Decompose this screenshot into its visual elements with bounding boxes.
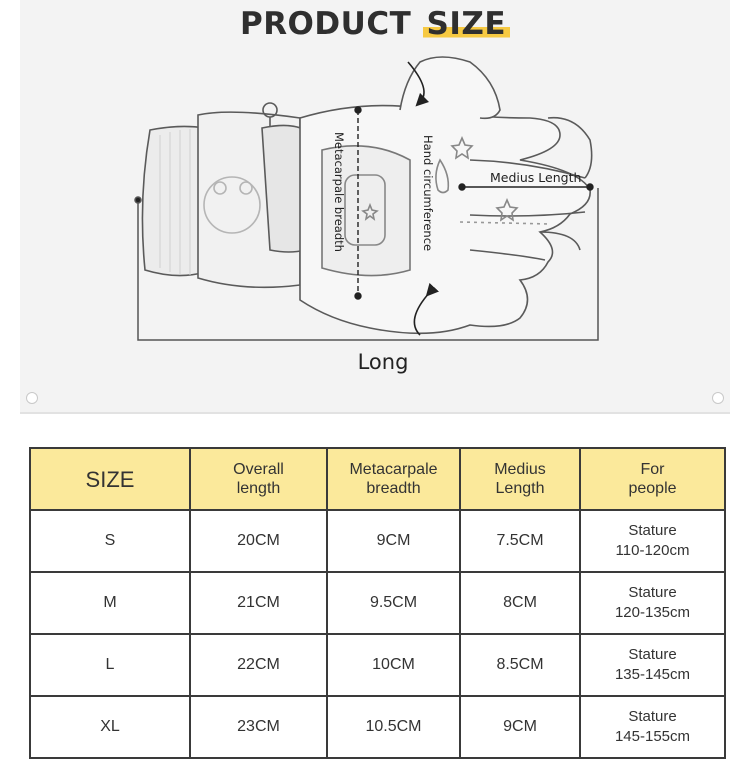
cell-stature: Stature 110-120cm [580, 510, 725, 572]
cell-size: L [30, 634, 190, 696]
glove-drawing [142, 57, 591, 333]
hand-circumference-label: Hand circumference [421, 135, 435, 252]
cell-stature: Stature 145-155cm [580, 696, 725, 758]
cell-overall: 20CM [190, 510, 327, 572]
cell-overall: 21CM [190, 572, 327, 634]
cell-meta: 9CM [327, 510, 460, 572]
cell-medius: 7.5CM [460, 510, 580, 572]
table-row [30, 634, 725, 696]
cell-medius: 8.5CM [460, 634, 580, 696]
cell-stature: Stature 120-135cm [580, 572, 725, 634]
metacarpale-breadth-label: Metacarpale breadth [332, 132, 346, 252]
header-size: SIZE [30, 448, 190, 510]
cell-size: S [30, 510, 190, 572]
header-for-people: For people [580, 448, 725, 510]
title-part2: SIZE [423, 6, 511, 42]
cell-stature: Stature 135-145cm [580, 634, 725, 696]
table-row [30, 572, 725, 634]
table-header-row [30, 448, 725, 510]
long-label: Long [357, 350, 409, 374]
header-medius-length: Medius Length [460, 448, 580, 510]
title-part1: PRODUCT [239, 6, 423, 42]
header-metacarpale-breadth: Metacarpale breadth [327, 448, 460, 510]
medius-length-label: Medius Length [490, 170, 582, 185]
cell-size: XL [30, 696, 190, 758]
size-table [29, 447, 726, 759]
cell-overall: 23CM [190, 696, 327, 758]
cell-medius: 9CM [460, 696, 580, 758]
cell-size: M [30, 572, 190, 634]
cell-meta: 10.5CM [327, 696, 460, 758]
table-row [30, 510, 725, 572]
cell-meta: 10CM [327, 634, 460, 696]
table-row [30, 696, 725, 758]
cell-meta: 9.5CM [327, 572, 460, 634]
header-overall-length: Overall length [190, 448, 327, 510]
cell-overall: 22CM [190, 634, 327, 696]
cell-medius: 8CM [460, 572, 580, 634]
